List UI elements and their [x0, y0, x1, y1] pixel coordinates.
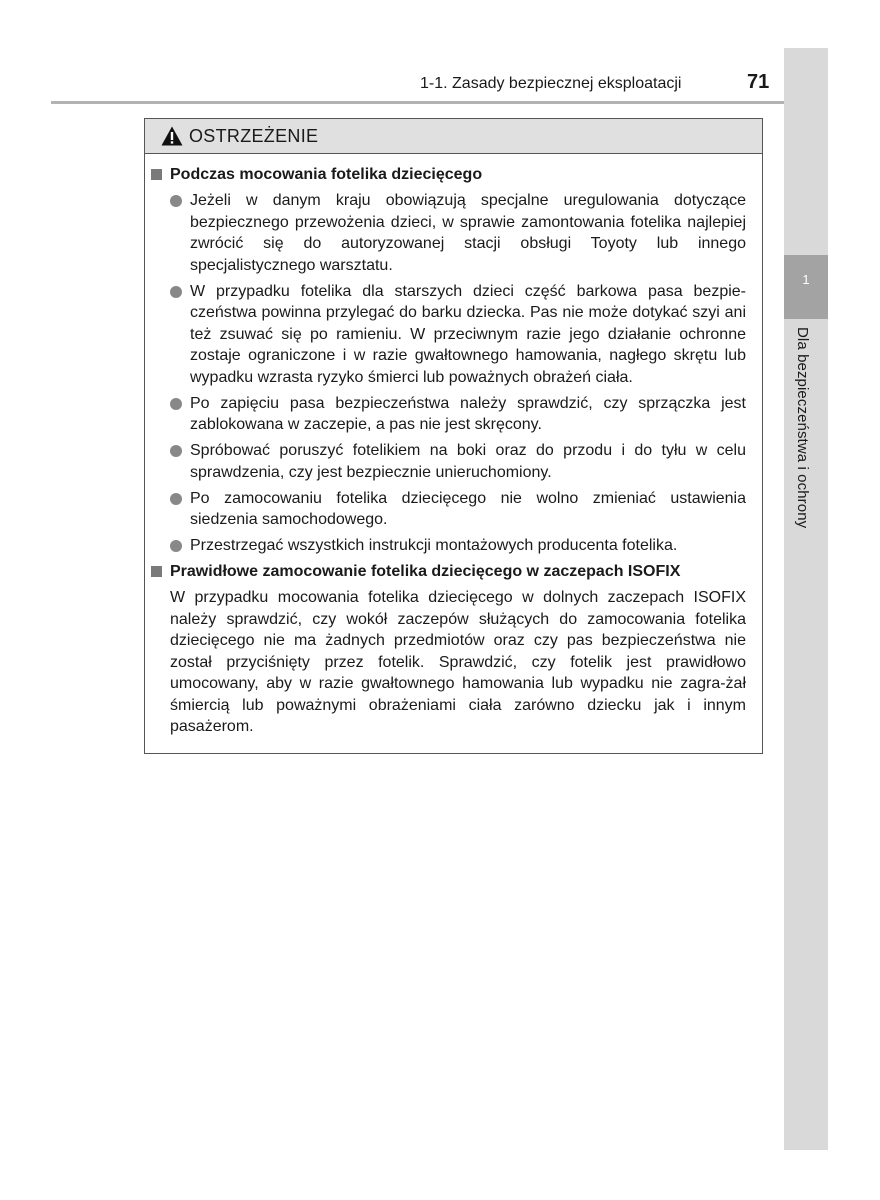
square-bullet-icon — [151, 169, 162, 180]
bullet-text: Spróbować poruszyć fotelikiem na boki oraz do przodu i do tyłu w celu sprawdzenia, czy jest bezpiecznie unieruchomiony. — [190, 442, 746, 481]
warning-header — [145, 119, 762, 154]
section-body-isofix: W przypadku mocowania fotelika dziecięcego w dolnych zaczepach ISOFIX należy sprawdzić, czy wokół zaczepów służących do zamocowania fotelika dziecięcego nie ma żadnych przedmiotów oraz czy pas bezpieczeństwa nie został przyciśnięty przez fotelik. Sprawdzić, czy fotelik jest prawidłowo umocowany, aby w razie gwałtownego hamowania lub wypadku nie zagra-żał śmiercią lub poważnymi obrażeniami ciała zarówno dziecku jak i innym pasażerom. — [170, 589, 746, 735]
chapter-tab[interactable] — [784, 255, 828, 319]
bullet-item — [151, 535, 746, 557]
bullet-item — [151, 281, 746, 389]
section-heading-isofix — [151, 561, 746, 583]
circle-bullet-icon — [170, 286, 182, 298]
bullet-text: Po zapięciu pasa bezpieczeństwa należy sprawdzić, czy sprzączka jest zablokowana w zaczepie, a pas nie jest skręcony. — [190, 394, 746, 433]
circle-bullet-icon — [170, 445, 182, 457]
bullet-text: W przypadku fotelika dla starszych dzieci część barkowa pasa bezpie-czeństwa powinna przylegać do barku dziecka. Pas nie może dotykać szyi ani też zsuwać się po ramieniu. W przeciwnym razie jego działanie ochronne zostaje ograniczone i w razie gwałtownego hamowania, nagłego skrętu lub wypadku wzrasta ryzyko śmierci lub poważnych obrażeń ciała. — [190, 282, 746, 386]
header-rule — [51, 101, 784, 104]
bullet-item — [151, 393, 746, 436]
bullet-item — [151, 190, 746, 276]
warning-content — [145, 154, 762, 738]
section-heading-text: Podczas mocowania fotelika dziecięcego — [170, 166, 483, 183]
circle-bullet-icon — [170, 493, 182, 505]
bullet-text: Po zamocowaniu fotelika dziecięcego nie wolno zmieniać ustawienia siedzenia samochodowego. — [190, 489, 746, 528]
bullet-list — [151, 190, 746, 557]
circle-bullet-icon — [170, 398, 182, 410]
warning-box — [144, 118, 763, 754]
circle-bullet-icon — [170, 540, 182, 552]
bullet-item — [151, 440, 746, 483]
bullet-item — [151, 488, 746, 531]
bullet-text: Przestrzegać wszystkich instrukcji montażowych producenta fotelika. — [190, 537, 678, 554]
header-section-title: 1-1. Zasady bezpiecznej eksploatacji — [420, 75, 682, 92]
chapter-number: 1 — [802, 272, 810, 287]
bullet-text: Jeżeli w danym kraju obowiązują specjalne uregulowania dotyczące bezpiecznego przewożenia dzieci, w sprawie zamontowania fotelika najlepiej zwrócić się do autoryzowanej stacji obsługi Toyoty lub innego specjalistycznego warsztatu. — [190, 192, 746, 274]
sidebar-strip — [784, 48, 828, 1150]
square-bullet-icon — [151, 566, 162, 577]
section-heading-text: Prawidłowe zamocowanie fotelika dziecięcego w zaczepach ISOFIX — [170, 563, 681, 580]
chapter-title: Dla bezpieczeństwa i ochrony — [794, 327, 811, 529]
page-number: 71 — [747, 71, 770, 93]
warning-triangle-icon — [161, 126, 183, 146]
warning-title: OSTRZEŻENIE — [189, 125, 319, 146]
circle-bullet-icon — [170, 195, 182, 207]
section-heading-mounting — [151, 164, 746, 186]
